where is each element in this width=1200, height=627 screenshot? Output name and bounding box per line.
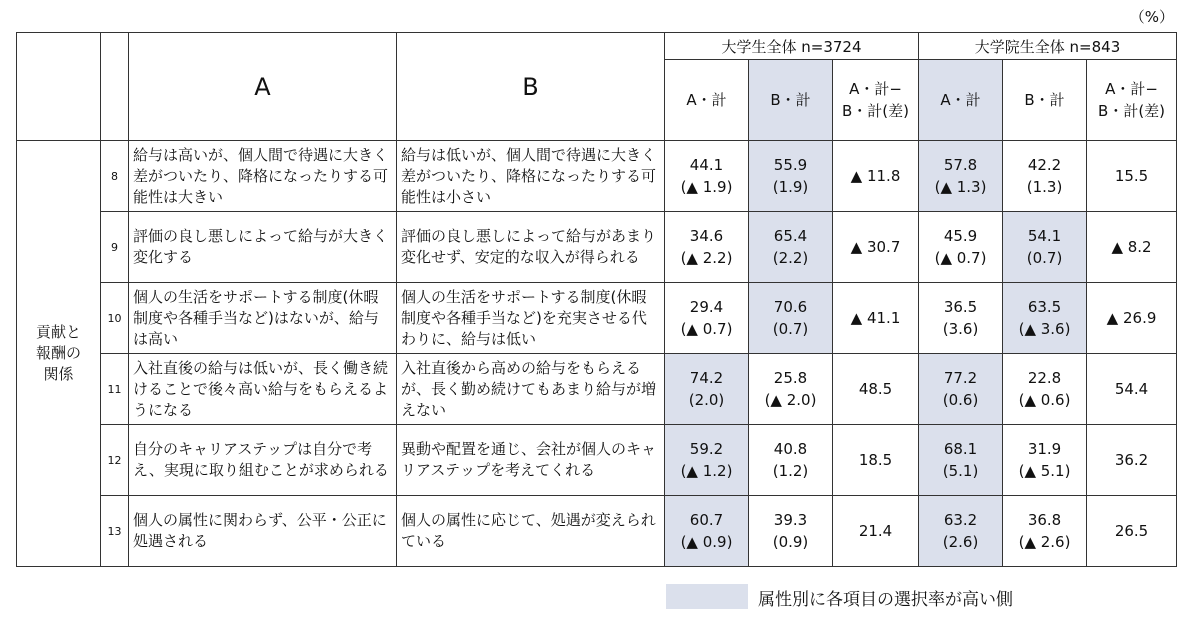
statement-b: 評価の良し悪しによって給与があまり変化せず、安定的な収入が得られる bbox=[397, 212, 665, 283]
ug-a-value bbox=[665, 354, 749, 425]
value-sub: (▲ 0.6) bbox=[1018, 391, 1071, 409]
ug-b-value bbox=[749, 141, 833, 212]
gr-b-value bbox=[1003, 283, 1087, 354]
gr-a-value bbox=[919, 212, 1003, 283]
value-sub: (▲ 0.7) bbox=[934, 249, 987, 267]
value-sub: (0.7) bbox=[1026, 249, 1063, 267]
ug-a-value bbox=[665, 496, 749, 567]
value-main: 59.2 bbox=[689, 440, 724, 458]
value-main: 74.2 bbox=[689, 369, 724, 387]
ug-diff-value: 21.4 bbox=[833, 496, 919, 567]
subheader-diff-line1: A・計− bbox=[1105, 80, 1158, 98]
ug-diff-value: ▲ 11.8 bbox=[833, 141, 919, 212]
statement-a: 個人の属性に関わらず、公平・公正に処遇される bbox=[129, 496, 397, 567]
ug-diff-value: ▲ 41.1 bbox=[833, 283, 919, 354]
value-main: 54.1 bbox=[1027, 227, 1062, 245]
value-sub: (5.1) bbox=[942, 462, 979, 480]
header-col-a: A bbox=[129, 33, 397, 141]
value-main: 63.5 bbox=[1027, 298, 1062, 316]
value-main: 77.2 bbox=[943, 369, 978, 387]
value-main: 36.5 bbox=[943, 298, 978, 316]
value-main: 57.8 bbox=[943, 156, 978, 174]
subheader-diff-line2: B・計(差) bbox=[842, 102, 910, 120]
value-sub: (▲ 2.0) bbox=[764, 391, 817, 409]
gr-b-value bbox=[1003, 354, 1087, 425]
subheader-gr-a: A・計 bbox=[919, 60, 1003, 141]
gr-b-value bbox=[1003, 425, 1087, 496]
value-main: 36.8 bbox=[1027, 511, 1062, 529]
statement-a: 入社直後の給与は低いが、長く働き続けることで後々高い給与をもらえるようになる bbox=[129, 354, 397, 425]
row-number: 9 bbox=[101, 212, 129, 283]
value-sub: (▲ 0.9) bbox=[680, 533, 733, 551]
ug-diff-value: 18.5 bbox=[833, 425, 919, 496]
statement-b: 入社直後から高めの給与をもらえるが、長く勤め続けてもあまり給与が増えない bbox=[397, 354, 665, 425]
value-sub: (1.9) bbox=[772, 178, 809, 196]
ug-diff-value: 48.5 bbox=[833, 354, 919, 425]
header-empty-num bbox=[101, 33, 129, 141]
gr-a-value bbox=[919, 496, 1003, 567]
ug-b-value bbox=[749, 425, 833, 496]
subheader-gr-b: B・計 bbox=[1003, 60, 1087, 141]
subheader-diff-line1: A・計− bbox=[849, 80, 902, 98]
survey-table bbox=[16, 32, 1177, 567]
row-number: 12 bbox=[101, 425, 129, 496]
legend-swatch bbox=[666, 584, 748, 609]
value-sub: (0.6) bbox=[942, 391, 979, 409]
statement-b: 異動や配置を通じ、会社が個人のキャリアステップを考えてくれる bbox=[397, 425, 665, 496]
value-sub: (2.6) bbox=[942, 533, 979, 551]
gr-diff-value: ▲ 26.9 bbox=[1087, 283, 1177, 354]
value-sub: (▲ 3.6) bbox=[1018, 320, 1071, 338]
gr-b-value bbox=[1003, 212, 1087, 283]
ug-a-value bbox=[665, 141, 749, 212]
ug-b-value bbox=[749, 496, 833, 567]
value-main: 60.7 bbox=[689, 511, 724, 529]
value-main: 40.8 bbox=[773, 440, 808, 458]
legend-label: 属性別に各項目の選択率が高い側 bbox=[758, 590, 1013, 610]
subheader-ug-b: B・計 bbox=[749, 60, 833, 141]
ug-diff-value: ▲ 30.7 bbox=[833, 212, 919, 283]
subheader-ug-a: A・計 bbox=[665, 60, 749, 141]
table-row bbox=[17, 283, 1177, 354]
value-sub: (0.9) bbox=[772, 533, 809, 551]
value-sub: (▲ 2.6) bbox=[1018, 533, 1071, 551]
category-line2: 報酬の bbox=[35, 344, 81, 362]
value-main: 63.2 bbox=[943, 511, 978, 529]
statement-a: 給与は高いが、個人間で待遇に大きく差がついたり、降格になったりする可能性は大きい bbox=[129, 141, 397, 212]
gr-diff-value: ▲ 8.2 bbox=[1087, 212, 1177, 283]
value-main: 34.6 bbox=[689, 227, 724, 245]
statement-a: 個人の生活をサポートする制度(休暇制度や各種手当など)はないが、給与は高い bbox=[129, 283, 397, 354]
header-empty-category bbox=[17, 33, 101, 141]
value-main: 42.2 bbox=[1027, 156, 1062, 174]
table-row bbox=[17, 141, 1177, 212]
value-sub: (1.3) bbox=[1026, 178, 1063, 196]
value-sub: (2.2) bbox=[772, 249, 809, 267]
value-sub: (▲ 1.3) bbox=[934, 178, 987, 196]
statement-a: 評価の良し悪しによって給与が大きく変化する bbox=[129, 212, 397, 283]
category-line1: 貢献と bbox=[35, 323, 81, 341]
value-main: 44.1 bbox=[689, 156, 724, 174]
value-sub: (2.0) bbox=[688, 391, 725, 409]
gr-a-value bbox=[919, 283, 1003, 354]
gr-a-value bbox=[919, 354, 1003, 425]
gr-a-value bbox=[919, 141, 1003, 212]
value-sub: (1.2) bbox=[772, 462, 809, 480]
unit-label: （%） bbox=[1129, 8, 1174, 26]
table-row bbox=[17, 354, 1177, 425]
row-number: 10 bbox=[101, 283, 129, 354]
gr-diff-value: 36.2 bbox=[1087, 425, 1177, 496]
value-main: 22.8 bbox=[1027, 369, 1062, 387]
value-main: 45.9 bbox=[943, 227, 978, 245]
statement-b: 個人の生活をサポートする制度(休暇制度や各種手当など)を充実させる代わりに、給与は低い bbox=[397, 283, 665, 354]
statement-b: 給与は低いが、個人間で待遇に大きく差がついたり、降格になったりする可能性は小さい bbox=[397, 141, 665, 212]
header-group-undergrad: 大学生全体 n=3724 bbox=[665, 33, 919, 60]
value-main: 70.6 bbox=[773, 298, 808, 316]
gr-diff-value: 15.5 bbox=[1087, 141, 1177, 212]
header-col-b: B bbox=[397, 33, 665, 141]
ug-a-value bbox=[665, 283, 749, 354]
subheader-ug-diff bbox=[833, 60, 919, 141]
gr-b-value bbox=[1003, 141, 1087, 212]
value-sub: (▲ 5.1) bbox=[1018, 462, 1071, 480]
value-sub: (▲ 0.7) bbox=[680, 320, 733, 338]
value-main: 65.4 bbox=[773, 227, 808, 245]
value-main: 68.1 bbox=[943, 440, 978, 458]
ug-a-value bbox=[665, 425, 749, 496]
value-main: 29.4 bbox=[689, 298, 724, 316]
category-cell bbox=[17, 141, 101, 567]
row-number: 11 bbox=[101, 354, 129, 425]
value-main: 25.8 bbox=[773, 369, 808, 387]
value-sub: (▲ 1.9) bbox=[680, 178, 733, 196]
gr-diff-value: 26.5 bbox=[1087, 496, 1177, 567]
gr-b-value bbox=[1003, 496, 1087, 567]
ug-b-value bbox=[749, 354, 833, 425]
value-sub: (▲ 2.2) bbox=[680, 249, 733, 267]
row-number: 8 bbox=[101, 141, 129, 212]
statement-a: 自分のキャリアステップは自分で考え、実現に取り組むことが求められる bbox=[129, 425, 397, 496]
table-row bbox=[17, 496, 1177, 567]
row-number: 13 bbox=[101, 496, 129, 567]
subheader-gr-diff bbox=[1087, 60, 1177, 141]
value-main: 39.3 bbox=[773, 511, 808, 529]
value-main: 55.9 bbox=[773, 156, 808, 174]
value-sub: (0.7) bbox=[772, 320, 809, 338]
value-main: 31.9 bbox=[1027, 440, 1062, 458]
header-group-grad: 大学院生全体 n=843 bbox=[919, 33, 1177, 60]
ug-a-value bbox=[665, 212, 749, 283]
value-sub: (▲ 1.2) bbox=[680, 462, 733, 480]
category-line3: 関係 bbox=[43, 365, 74, 383]
table-row bbox=[17, 425, 1177, 496]
subheader-diff-line2: B・計(差) bbox=[1098, 102, 1166, 120]
value-sub: (3.6) bbox=[942, 320, 979, 338]
table-row bbox=[17, 212, 1177, 283]
ug-b-value bbox=[749, 283, 833, 354]
statement-b: 個人の属性に応じて、処遇が変えられている bbox=[397, 496, 665, 567]
ug-b-value bbox=[749, 212, 833, 283]
gr-diff-value: 54.4 bbox=[1087, 354, 1177, 425]
gr-a-value bbox=[919, 425, 1003, 496]
